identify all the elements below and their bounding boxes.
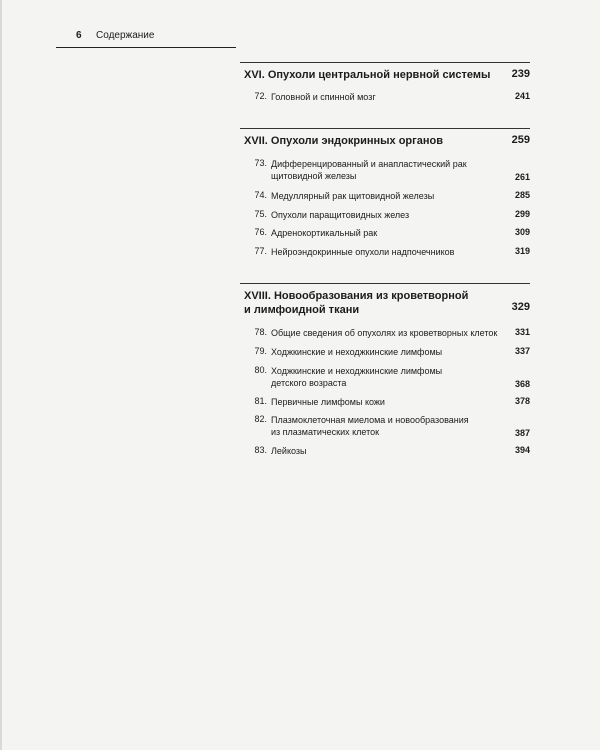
item-title [271,327,499,339]
running-title: Содержание [96,30,155,41]
item-page: 394 [514,445,530,455]
item-number: 73. [254,158,267,168]
section-title-line: XVI. Опухоли центральной нервной системы [244,69,491,81]
section-page: 329 [511,301,530,313]
section-title-line: XVII. Опухоли эндокринных органов [244,135,443,147]
section-page: 239 [511,68,530,80]
item-title [271,346,499,358]
item-number: 80. [254,365,267,375]
item-title [271,246,499,258]
item-title [271,158,499,182]
item-page: 241 [514,91,530,101]
item-title-line: Ходжкинские и неходжкинские лимфомы [271,366,443,376]
item-number: 76. [254,227,267,237]
item-page: 319 [514,246,530,256]
item-title-line: Дифференцированный и анапластический рак [271,159,467,169]
item-title [271,396,499,408]
item-title-line: Общие сведения об опухолях из кроветворных клеток [271,328,498,338]
item-page: 387 [514,428,530,438]
item-title-line: Адренокортикальный рак [271,228,378,238]
item-title-line: Медуллярный рак щитовидной железы [271,191,435,201]
section-title-line: XVIII. Новообразования из кроветворной [244,290,469,302]
section-rule [240,128,530,129]
item-title-line: Головной и спинной мозг [271,92,376,102]
item-number: 81. [254,396,267,406]
item-page: 309 [514,227,530,237]
item-page: 299 [514,209,530,219]
item-title-line: детского возраста [271,378,347,388]
item-title-line: Плазмоклеточная миелома и новообразования [271,415,469,425]
item-page: 378 [514,396,530,406]
running-header [56,30,240,48]
item-title [271,190,499,202]
item-number: 72. [254,91,267,101]
section-page: 259 [511,134,530,146]
item-page: 285 [514,190,530,200]
item-page: 368 [514,379,530,389]
item-title [271,445,499,457]
item-number: 79. [254,346,267,356]
header-rule [56,47,236,48]
section-title [244,134,443,148]
item-title [271,91,499,103]
item-title-line: щитовидной железы [271,171,357,181]
item-title [271,209,499,221]
section-title [244,68,490,82]
item-title-line: из плазматических клеток [271,427,380,437]
item-title-line: Лейкозы [271,446,307,456]
item-title-line: Опухоли паращитовидных желез [271,210,410,220]
section-title [244,289,468,317]
item-title [271,227,499,239]
section-title-line: и лимфоидной ткани [244,304,360,316]
item-number: 75. [254,209,267,219]
item-title [271,414,499,438]
section-rule [240,62,530,63]
item-title-line: Ходжкинские и неходжкинские лимфомы [271,347,443,357]
item-title-line: Нейроэндокринные опухоли надпочечников [271,247,455,257]
item-number: 74. [254,190,267,200]
item-title-line: Первичные лимфомы кожи [271,397,385,407]
item-number: 82. [254,414,267,424]
item-page: 337 [514,346,530,356]
page-number: 6 [76,30,82,41]
item-number: 77. [254,246,267,256]
item-page: 331 [514,327,530,337]
section-rule [240,283,530,284]
item-title [271,365,499,389]
item-number: 83. [254,445,267,455]
item-number: 78. [254,327,267,337]
page-edge [0,0,2,750]
item-page: 261 [514,172,530,182]
